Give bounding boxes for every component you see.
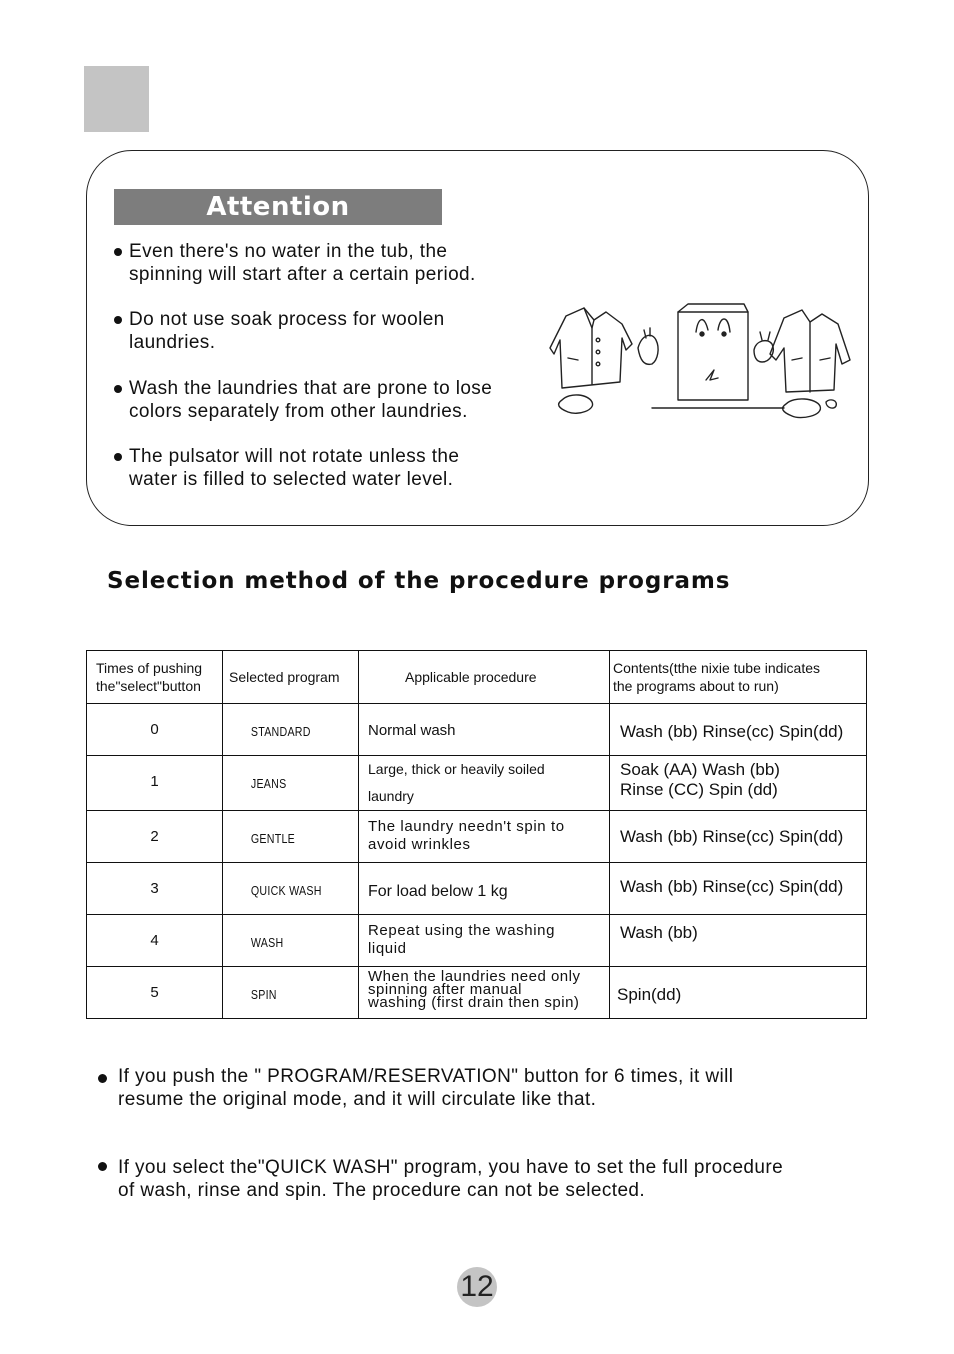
bullet-icon (98, 1162, 107, 1171)
bullet-icon (98, 1074, 107, 1083)
attention-note: The pulsator will not rotate unless the water is filled to selected water level. (114, 445, 459, 491)
header-procedure: Applicable procedure (359, 651, 610, 704)
section-title: Selection method of the procedure programs (107, 568, 731, 594)
header-contents: Contents(tthe nixie tube indicates the programs about to run) (610, 651, 867, 704)
program-table (86, 650, 867, 1019)
table-row: 1 JEANS Large, thick or heavily soiled laundry Soak (AA) Wash (bb) Rinse (CC) Spin (dd) (87, 756, 867, 811)
washing-machine-cartoon (548, 300, 854, 430)
attention-note: Wash the laundries that are prone to lose colors separately from other laundries. (114, 377, 492, 423)
table-row: 4 WASH Repeat using the washing liquid Wash (bb) (87, 915, 867, 967)
header-times: Times of pushing the"select"button (87, 651, 223, 704)
table-row: 0 STANDARD Normal wash Wash (bb) Rinse(cc) Spin(dd) (87, 704, 867, 756)
page-number: 12 (457, 1267, 497, 1307)
footnote: If you push the " PROGRAM/RESERVATION" button for 6 times, it will resume the original mode, and it will circulate like that. (98, 1065, 878, 1111)
attention-note: Do not use soak process for woolen laundries. (114, 308, 445, 354)
corner-marker (84, 66, 149, 132)
bullet-icon (114, 385, 122, 393)
header-program: Selected program (223, 651, 359, 704)
table-row: 5 SPIN When the laundries need only spinning after manual washing (first drain then spin) Spin(dd) (87, 967, 867, 1019)
bullet-icon (114, 248, 122, 256)
table-row: 2 GENTLE The laundry needn't spin to avoid wrinkles Wash (bb) Rinse(cc) Spin(dd) (87, 811, 867, 863)
attention-title: Attention (114, 189, 442, 225)
table-row: 3 QUICK WASH For load below 1 kg Wash (bb) Rinse(cc) Spin(dd) (87, 863, 867, 915)
table-header-row (87, 651, 867, 704)
footnote: If you select the"QUICK WASH" program, you have to set the full procedure of wash, rinse and spin. The procedure can not be selected. (98, 1156, 878, 1202)
bullet-icon (114, 316, 122, 324)
attention-note: Even there's no water in the tub, the spinning will start after a certain period. (114, 240, 476, 286)
bullet-icon (114, 453, 122, 461)
